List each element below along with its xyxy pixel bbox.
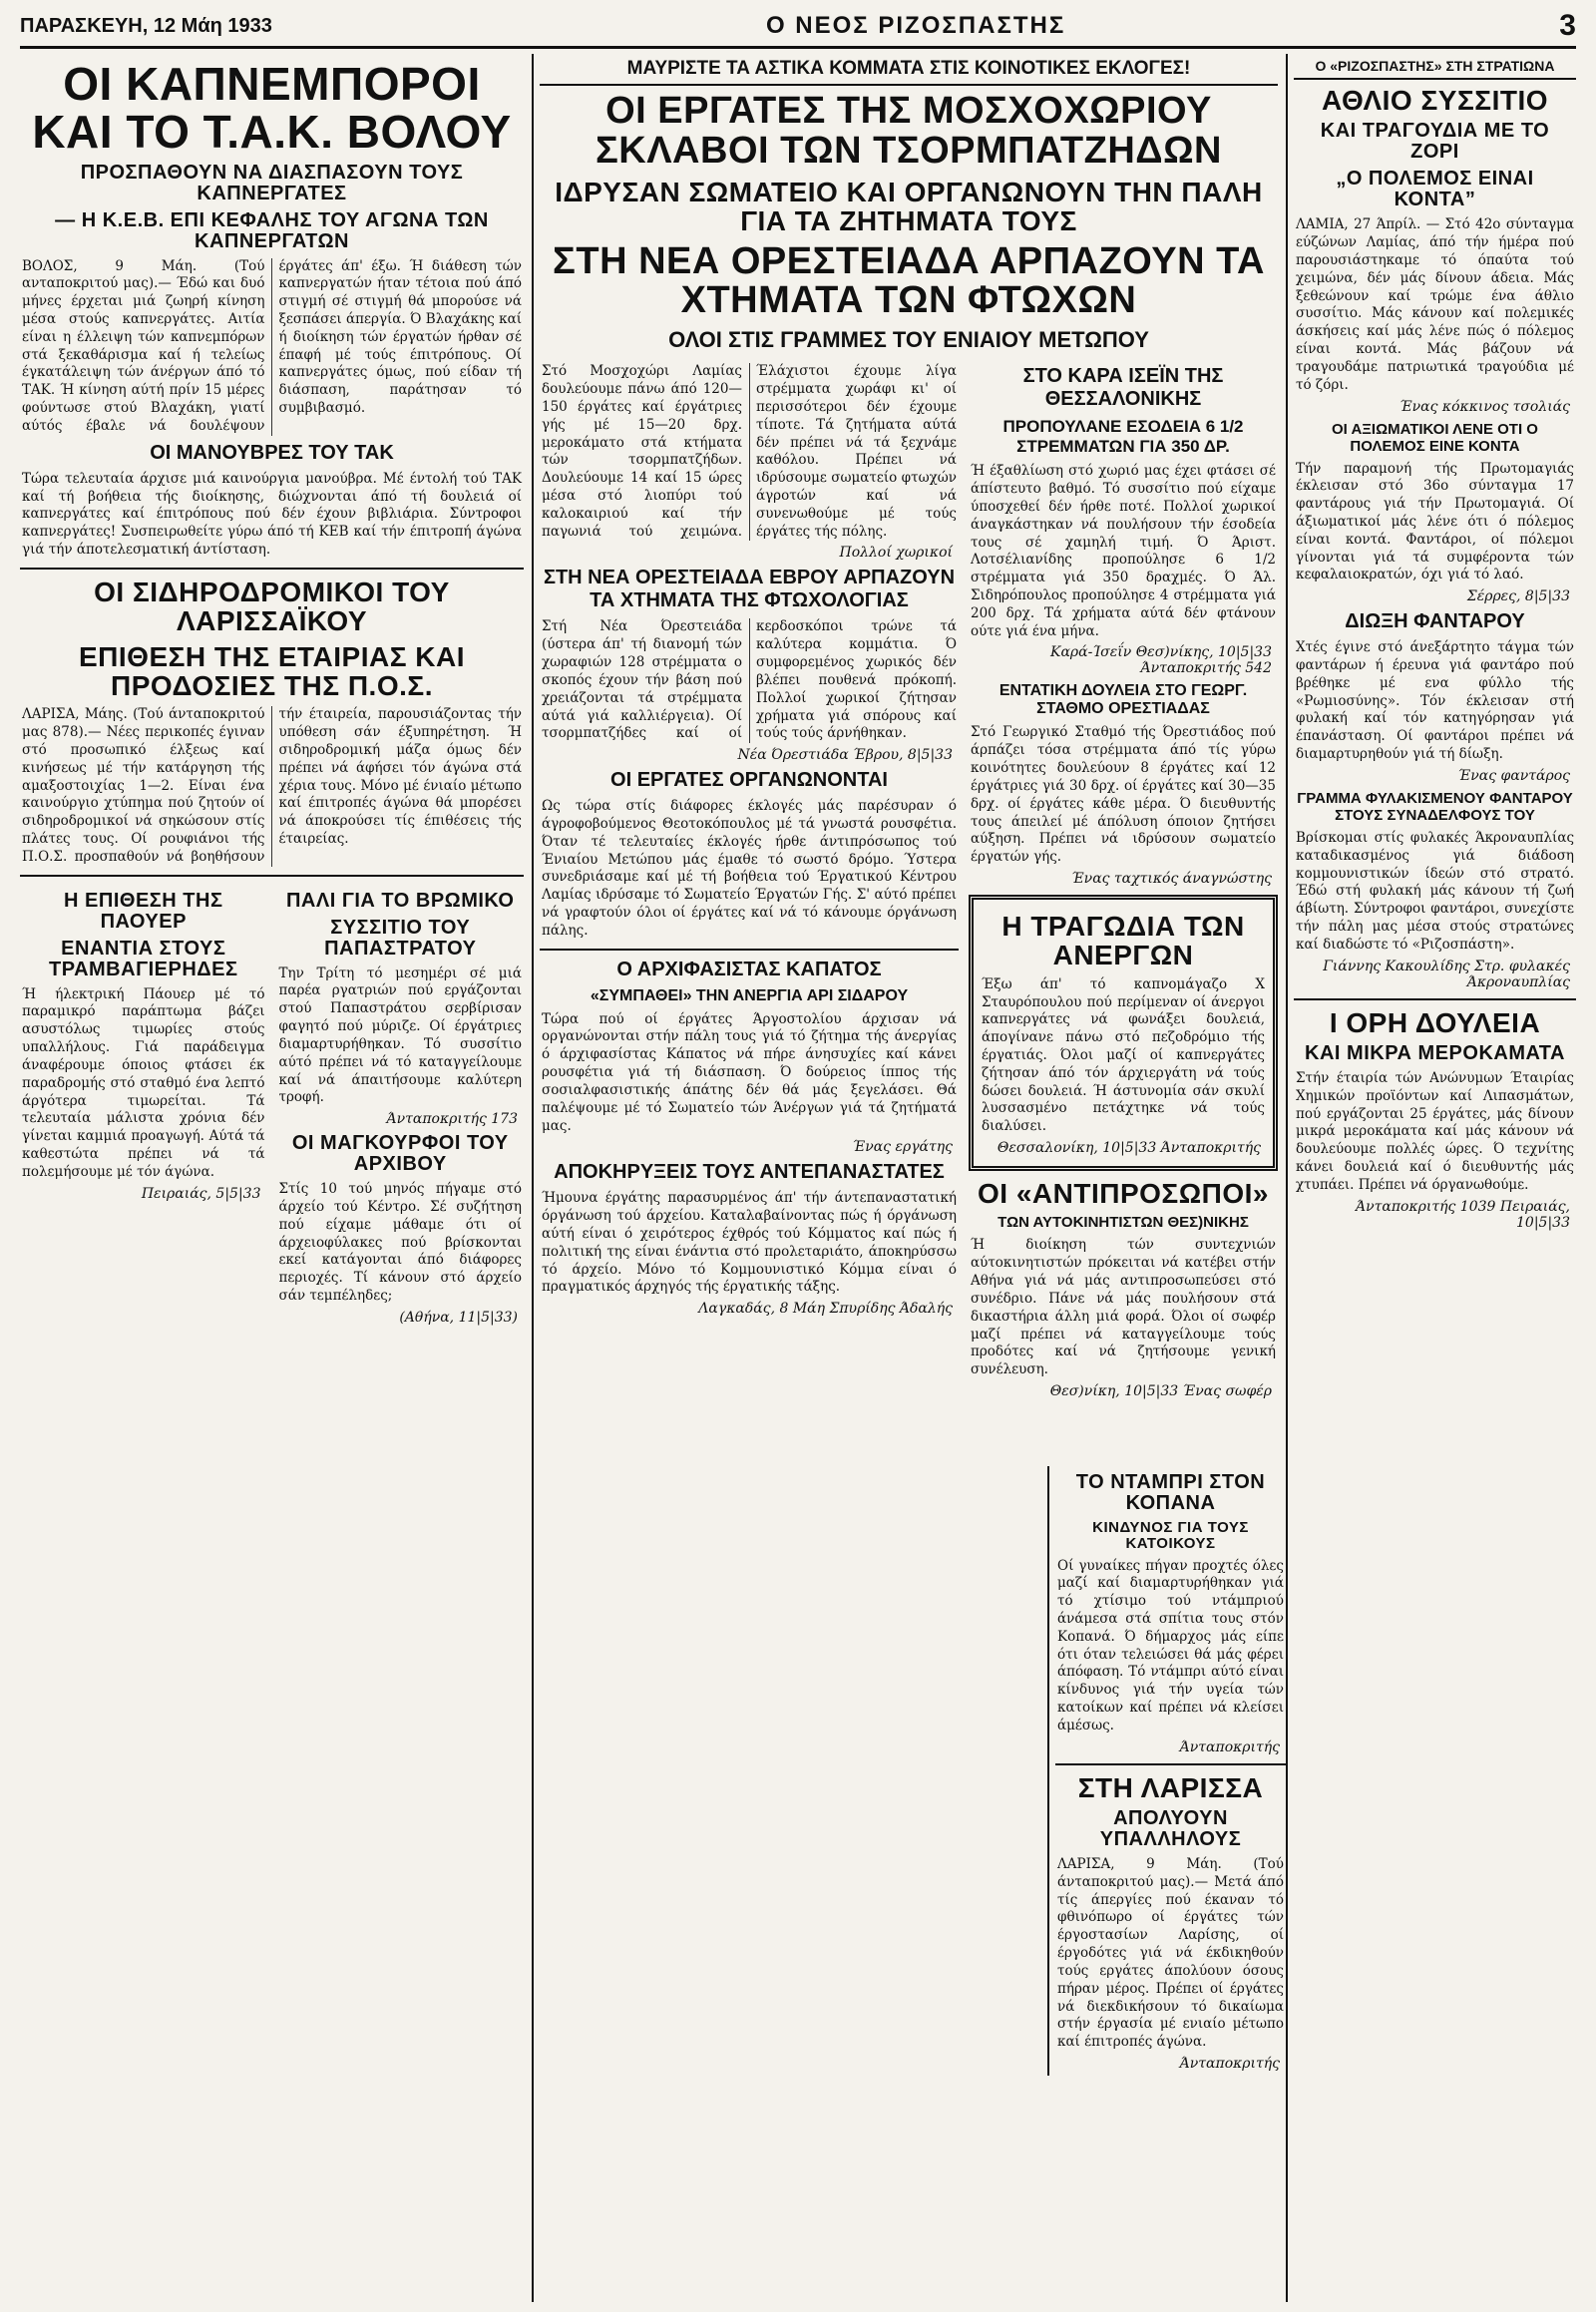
article-kara-isein-body: Ή έξαθλίωση στό χωριό μας έχει φτάσει σέ άπίστευτο βαθμό. Τό συσσίτιο πού είχαμε ύποσχεθεί δέν ήρθε ποτέ. Πολλοί χωρικοί άναγκάστηκαν νά πουλήσουν τήν έσοδεία τους σέ χαμηλή τιμή. Ό Άριστ. Λοτσέλιανίδης προπούλησε 6 1/2 στρέμματα γιά 350 δραχμές. Ό Άλ. Σιδηρόπουλος προπούλησε 4 στρέμματα γιά 200 δρχ. Τά χρήματα αύτά δέν φτάνουν ούτε γιά ένα μήνα. <box>971 463 1276 639</box>
section-orestiada: ΣΤΗ ΝΕΑ ΟΡΕΣΤΕΙΑΔΑ ΕΒΡΟΥ ΑΡΠΑΖΟΥΝ ΤΑ ΧΤΗΜΑΤΑ ΤΗΣ ΦΤΩΧΟΛΟΓΙΑΣ <box>543 567 956 612</box>
article-archeio-body: Στίς 10 τού μηνός πήγαμε στό άρχείο τού Κέντρο. Σέ συζήτηση πού είχαμε μάθαμε ότι οί άρχειοφύλακες πού βρίσκονται εκεί κατάγονται άπό διάφορες περιοχές. Τί κάνουν στό άρχείο σάν τεμπέληδες; <box>278 1181 522 1305</box>
headline-sidirodromikoi: ΟΙ ΣΙΔΗΡΟΔΡΟΜΙΚΟΙ ΤΟΥ ΛΑΡΙΣΣΑΪΚΟΥ <box>94 576 450 637</box>
section-kara-isein: ΣΤΟ ΚΑΡΑ ΙΣΕΪΝ ΤΗΣ ΘΕΣΣΑΛΟΝΙΚΗΣ <box>1022 365 1224 411</box>
article-axiomatikoi-body: Τήν παραμονή τής Πρωτομαγιάς έκλεισαν στό 36ο σύνταγμα 17 φαντάρους γιά τήν Πρωτομαγιά. Οί άξιωματικοί μάς λένε ότι ό πόλεμος είναι κοντά. Φαντάροι, οί πόλεμοι γίνονται γιά τά συμφέροντα τών κεφαλαιοκρατών, όχι γιά τό λαό. <box>1296 460 1574 583</box>
section-kara-isein-sub: ΠΡΟΠΟΥΛΑΝΕ ΕΣΟΔΕΙΑ 6 1/2 ΣΤΡΕΜΜΑΤΩΝ ΓΙΑ 350 ΔΡ. <box>1002 417 1244 457</box>
article-kara-isein-signature: Καρά-Ίσεΐν Θεσ)νίκης, 10|5|33 Άνταποκριτής 542 <box>1049 644 1272 677</box>
headline-archeio: ΟΙ ΜΑΓΚΟΥΡΦΟΙ ΤΟΥ ΑΡΧΙΒΟΥ <box>291 1132 509 1176</box>
article-pouer-body: Ή ήλεκτρική Πάουερ μέ τό παραμικρό παράπτωμα βάζει ασυστόλως τιμωρίες στούς υπαλλήλους. Γιά παράδειγμα άναφέρουμε όποιος φτάσει έκ παραδρομής στό σταθμό ένα λεπτό άργότερα τιμωρείται. Τά τελευταία μάλιστα χρόνια δέν γίνεται καμμιά προαγωγή. Αύτά τά καθεστώτα πρέπει νά τά πολεμήσουμε μέ τόν άγώνα. <box>22 985 265 1180</box>
subheadline-sidirodromikoi: ΕΠΙΘΕΣΗ ΤΗΣ ΕΤΑΙΡΙΑΣ ΚΑΙ ΠΡΟΔΟΣΙΕΣ ΤΗΣ Π.Ο.Σ. <box>78 640 466 701</box>
article-kapnemporoi-body: ΒΟΛΟΣ, 9 Μάη. (Τού ανταποκριτού μας).— Έδώ και δυό μήνες έρχεται μιά ζωηρή κίνηση μέσα στούς καπνεργάτες. Αιτία είναι η έλλειψη τών καπνεμπόρων στά ξεκαθάρισμα καί ή τελείως έγκατάλειψη τών άνέργων άπό τό ΤΑΚ. Ή κίνηση αύτή πρίν 15 μέρες φούντωσε στού Βλαχάκη, γιατί αύτός έβαλε νά δουλέψουν έργάτες άπ' έξω. Ή διάθεση τών καπνεργατών ήταν τέτοια πού άπό στιγμή σέ στιγμή θά μπορούσε νά ξεσπάσει άπεργία. Ό Βλαχάκης καί ή διοίκηση τών έργατών ήρθαν σέ έπαφή μέ τούς έπιτρόπους. Οί καπνεργάτες όμως, πού είδαν τή διάσπαση, παράτησαν τό συμβιβασμό. <box>22 257 522 434</box>
article-geo-stathmos-body: Στό Γεωργικό Σταθμό τής Όρεστιάδος πού άρπάζει τόσα στρέμματα άπό τίς γύρω κοινότητες δουλεύουν 8 έργάτες καί 12 έργάτριες γιά 30 δρχ. οί έργάτες καί 30—35 δρχ. οί έργάτες κάθε μέρα. Ό διευθυντής τους άπειλεί μέ άπόλυση όποιον ζητήσει αύξηση. Πρέπει νά ιδρύσουν σωματείο έργατών γής. <box>971 724 1276 866</box>
section-axiomatikoi: ΟΙ ΑΞΙΩΜΑΤΙΚΟΙ ΛΕΝΕ ΟΤΙ Ο ΠΟΛΕΜΟΣ ΕΙΝΕ ΚΟΝΤΑ <box>1332 420 1538 455</box>
divider <box>540 949 959 951</box>
section-apokirixeis: ΑΠΟΚΗΡΥΞΕΙΣ ΤΟΥΣ ΑΝΤΕΠΑΝΑΣΤΑΤΕΣ <box>554 1161 945 1184</box>
divider <box>20 568 524 570</box>
lower-articles <box>20 885 524 1330</box>
subheadline-ntampri: ΚΙΝΔΥΝΟΣ ΓΙΑ ΤΟΥΣ ΚΑΤΟΙΚΟΥΣ <box>1092 1519 1249 1552</box>
article-archeio-signature: (Αθήνα, 11|5|33) <box>399 1309 518 1326</box>
article-papastratos <box>277 885 525 1330</box>
article-antiprosopoi-body: Ή διοίκηση τών συντεχνιών αύτοκινητιστών πρόκειται νά κατέβει στήν Αθήνα γιά νά μάς αντιπροσωπεύσει στό συνέδριο. Πάνε νά μάς πουλήσουν στά δικαστήρια άλλη μιά φορά. Όλοι οί σωφέρ μαζί πρέπει νά καταγγείλουμε τούς προδότες καί νά ζητήσουμε γενική συνέλευση. <box>971 1237 1276 1378</box>
headline-larissa: ΣΤΗ ΛΑΡΙΣΣΑ <box>1077 1771 1264 1803</box>
article-tragodia-signature: Θεσσαλονίκη, 10|5|33 Άνταποκριτής <box>997 1140 1261 1157</box>
subheadline-pouer: ΕΝΑΝΤΙΑ ΣΤΟΥΣ ΤΡΑΜΒΑΓΙΕΡΗΔΕΣ <box>49 937 238 980</box>
column-rule <box>532 54 534 2302</box>
divider <box>1294 998 1576 1000</box>
section-dioxi: ΔΙΩΞΗ ΦΑΝΤΑΡΟΥ <box>1345 610 1525 633</box>
section-manouvres: ΟΙ ΜΑΝΟΥΒΡΕΣ ΤΟΥ ΤΑΚ <box>150 441 394 464</box>
column-4 <box>1294 54 1576 2302</box>
headline-syssitio: ΑΘΛΙΟ ΣΥΣΣΙΤΙΟ <box>1321 85 1549 116</box>
box-tragodia <box>969 895 1278 1171</box>
subheadline-tragoudia: ΚΑΙ ΤΡΑΓΟΥΔΙΑ ΜΕ ΤΟ ΖΟΡΙ <box>1320 120 1550 164</box>
subheadline-papastratos: ΣΥΣΣΙΤΙΟ ΤΟΥ ΠΑΠΑΣΤΡΑΤΟΥ <box>324 916 477 960</box>
kicker-elections: ΜΑΥΡΙΣΤΕ ΤΑ ΑΣΤΙΚΑ ΚΟΜΜΑΤΑ ΣΤΙΣ ΚΟΙΝΟΤΙΚΕΣ ΕΚΛΟΓΕΣ! <box>540 54 1278 86</box>
divider <box>20 875 524 877</box>
article-douleia-body: Στήν έταιρία τών Ανώνυμων Έταιρίας Χημικών προϊόντων καί Λιπασμάτων, πού εργάζονται 25 έργάτες, μάς δίνουν μικρά μεροκάματα καί μάς κάνουν νά δουλεύουμε πολλές ώρες. Ό τεχνίτης κάνει δουλειά καί ό διευθυντής μάς χτυπάει. Πρέπει νά όργανωθούμε. <box>1296 1069 1574 1193</box>
article-organonontai-body: Ως τώρα στίς διάφορες έκλογές μάς παρέσυραν ό άγροφοβούμενος Θεοτοκόπουλος μέ τά γνωστά ρουσφέτια. Όταν τέ τελευταίες έκλογές ήρθε άντιπρόσωπος τού Ένιαίου Μετώπου μάς έμαθε τό σωστό δρόμο. Ύστερα συνεδριάσαμε καί μέ τή βοήθεια τού Έργατικού Κέντρου Λαμίας ιδρύσαμε τό Σωματείο Έργατών Γής. Σ' αύτό πρέπει νά γραφτούν όλοι οί έργάτες καί νά τό κάνουμε όργάνωση πάλης. <box>542 798 957 939</box>
main-right <box>969 359 1278 1403</box>
article-papastratos-signature: Άνταποκριτής 173 <box>386 1111 518 1128</box>
article-axiomatikoi-signature: Σέρρες, 8|5|33 <box>1466 588 1570 605</box>
subheadline-merokamata: ΚΑΙ ΜΙΚΡΑ ΜΕΡΟΚΑΜΑΤΑ <box>1305 1041 1565 1064</box>
article-geo-stathmos-signature: Ένας ταχτικός άναγνώστης <box>1071 870 1272 887</box>
section-gramma: ΓΡΑΜΜΑ ΦΥΛΑΚΙΣΜΕΝΟΥ ΦΑΝΤΑΡΟΥ ΣΤΟΥΣ ΣΥΝΑΔΕΛΦΟΥΣ ΤΟΥ <box>1297 789 1573 824</box>
article-papastratos-body: Την Τρίτη τό μεσημέρι σέ μιά παρέα ργατριών πού εργάζονται στού Παπαστράτου σερβίρισαν φαγητό πού μύριζε. Οί έργάτριες διαμαρτυρήθηκαν. Τό συσσίτιο αύτό πρέπει νά τό καταγγείλουμε καί νά άπαιτήσουμε καλύτερη τροφή. <box>278 964 522 1106</box>
main-left <box>540 359 959 1403</box>
masthead <box>20 6 1576 49</box>
article-antiprosopoi-signature: Θεσ)νίκη, 10|5|33 Ένας σωφέρ <box>1049 1382 1272 1399</box>
article-larissa-body: ΛΑΡΙΣΑ, 9 Μάη. (Τού άνταποκριτού μας).— Μετά άπό τίς άπεργίες πού έκαναν τό φθινόπωρο οί έργάτες τών έργοστασίων Λαρίσης, οί έργοδότες γιά νά έκδικηθούν τούς εργάτες άπολύουν όσους πήραν μέρος. Πρέπει οί έργάτες νά διεκδικήσουν τό δικαίωμα στήν έργασία μέ ενιαίο μέτωπο καί έπιτροπές άγώνα. <box>1057 1856 1284 2051</box>
subheadline-polemos: „Ο ΠΟΛΕΜΟΣ ΕΙΝΑΙ ΚΟΝΤΑ” <box>1336 168 1534 211</box>
article-kapatos-signature: Ένας εργάτης <box>852 1139 953 1156</box>
main-article-area <box>540 359 1278 1403</box>
article-larissa-signature: Άνταποκριτής <box>1179 2055 1280 2072</box>
column-rule <box>1286 54 1288 2302</box>
article-gramma-signature: Γιάννης Κακουλίδης Στρ. φυλακές Άκροναυπλίας <box>1323 958 1570 990</box>
subheadline-apolyoun: ΑΠΟΛΥΟΥΝ ΥΠΑΛΛΗΛΟΥΣ <box>1099 1807 1242 1851</box>
column-1 <box>20 54 524 2302</box>
article-douleia-signature: Άνταποκριτής 1039 Πειραιάς, 10|5|33 <box>1356 1198 1570 1231</box>
headline-douleia: Ι ΟΡΗ ΔΟΥΛΕΙΑ <box>1329 1006 1541 1038</box>
subheadline-antiprosopoi: ΤΩΝ ΑΥΤΟΚΙΝΗΤΙΣΤΩΝ ΘΕΣ)ΝΙΚΗΣ <box>998 1214 1249 1232</box>
headline-papastratos: ΠΑΛΙ ΓΙΑ ΤΟ ΒΡΩΜΙΚΟ <box>285 889 515 912</box>
newspaper-title: Ο ΝΕΟΣ ΡΙΖΟΣΠΑΣΤΗΣ <box>765 12 1066 39</box>
article-dioxi-body: Χτές έγινε στό άνεξάρτητο τάγμα τών φαντάρων ή έρευνα γιά φαντάρο πού βρέθηκε μέ ενα φύλλο τής «Ρωμιοσύνης». Τόν έκλεισαν στή φυλακή καί τόν κατηγόρησαν γιά έπανάσταση. Οί φαντάροι πρέπει νά διαμαρτυρηθούν γιά τή δίωξη. <box>1296 639 1574 763</box>
section-kapatos-sub: «ΣΥΜΠΑΘΕΙ» ΤΗΝ ΑΝΕΡΓΙΑ ΑΡΙ ΣΙΔΑΡΟΥ <box>590 986 909 1004</box>
article-orestiada-signature: Νέα Όρεστιάδα Έβρου, 8|5|33 <box>737 747 953 764</box>
article-pouer-signature: Πειραιάς, 5|5|33 <box>141 1185 261 1202</box>
article-sidirodromikoi-body: ΛΑΡΙΣΑ, Μάης. (Τού άνταποκριτού μας 878).— Νέες περικοπές έγιναν στό προσωπικό έλξεως καί κινήσεως μέ τήν κατάργηση τής αμαξοστοιχίας 1—2. Είναι ένα καινούργιο χτύπημα πού ζητούν οί σιδηροδρομικοί νά σηκώσουν στίς πλάτες τους. Οί ρουφιάνοι τής Π.Ο.Σ. προσπαθούν νά βοηθήσουν τήν έταιρεία, παρουσιάζοντας τήν υπόθεση σάν έξυπηρέτηση. Ή σιδηροδρομική μάζα όμως δέν πρέπει νά άφήσει τόν άγώνα στά χέρια τους. Μόνο μέ ένιαίο μέτωπο καί έπιτροπές άγώνα θά μπορέσει νά άποκρούσει τίς έπιθέσεις τής έταιρείας. <box>22 706 522 865</box>
section-geo-stathmos: ΕΝΤΑΤΙΚΗ ΔΟΥΛΕΙΑ ΣΤΟ ΓΕΩΡΓ. ΣΤΑΘΜΟ ΟΡΕΣΤΙΑΔΑΣ <box>998 682 1248 718</box>
article-syssitio-body: ΛΑΜΙΑ, 27 Άπρίλ. — Στό 42ο σύνταγμα εύζώνων Λαμίας, άπό τήν ήμέρα πού παρουσιάστηκαμε τό όπαύτα τού χειμώνα, δέν μάς δίνουν άδεια. Μάς ξεθεώνουν καί τρώμε ένα άθλιο συσσίτιο. Μάς κάνουν καί πολεμικές άσκήσεις καί μάς λένε πώς ό πόλεμος είναι κοντά. Μάς βάζουν νά τραγουδάμε πατριωτικά τραγούδια μέ τό ζόρι. <box>1296 216 1574 393</box>
headline-moschochori: ΟΙ ΕΡΓΑΤΕΣ ΤΗΣ ΜΟΣΧΟΧΩΡΙΟΥ ΣΚΛΑΒΟΙ ΤΩΝ ΤΣΟΡΜΠΑΤΖΗΔΩΝ <box>595 90 1223 172</box>
section-organonontai: ΟΙ ΕΡΓΑΤΕΣ ΟΡΓΑΝΩΝΟΝΤΑΙ <box>610 769 888 792</box>
subheadline-metopo: ΟΛΟΙ ΣΤΙΣ ΓΡΑΜΜΕΣ ΤΟΥ ΕΝΙΑΙΟΥ ΜΕΤΩΠΟΥ <box>668 327 1149 353</box>
article-dioxi-signature: Ένας φαντάρος <box>1457 767 1570 784</box>
article-moschochori-body: Στό Μοσχοχώρι Λαμίας δουλεύουμε πάνω άπό 120—150 έργάτες καί έργάτριες γής μέ 15—20 δρχ. μεροκάματο στά κτήματα τών τσορμπατζήδων. Δουλεύουμε 14 καί 15 ώρες μέσα στό λιοπύρι τού καλοκαιριού καί τήν παγωνιά τού χειμώνα. Έλάχιστοι έχουμε λίγα στρέμματα χωράφι κι' οί περισσότεροι δέν έχουμε τίποτε. Τά ζητήματα αύτά δέν πρέπει νά τά ξεχνάμε καθόλου. Πρέπει νά ιδρύσουμε σωματείο φτωχών άγροτών καί νά συνενωθούμε μέ τούς έργάτες τής πόλης. <box>542 363 957 540</box>
article-kapatos-body: Τώρα πού οί έργάτες Άργοστολίου άρχισαν νά οργανώνονται στήν πάλη τους γιά τό ζήτημα τής άνεργίας ό άρχιφασίστας Κάπατος νά πήρε άνησυχίες καί κάνει ρουσφέτια γιά τή διάσπαση. Ό δούρειος ίππος τής σοσιαλφασιστικής άπάτης δέν θά μάς ξεγελάσει. Θά παλέψουμε μέ τό Σωματείο τών Άνέργων γιά τά ζητήματά μας. <box>542 1010 957 1134</box>
subheadline-kapnemporoi: ΠΡΟΣΠΑΘΟΥΝ ΝΑ ΔΙΑΣΠΑΣΟΥΝ ΤΟΥΣ ΚΑΠΝΕΡΓΑΤΕΣ <box>80 161 464 204</box>
subheadline-orestiada: ΣΤΗ ΝΕΑ ΟΡΕΣΤΕΙΑΔΑ ΑΡΠΑΖΟΥΝ ΤΑ ΧΤΗΜΑΤΑ ΤΩΝ ΦΤΩΧΩΝ <box>553 239 1265 322</box>
headline-kapnemporoi: ΟΙ ΚΑΠΝΕΜΠΟΡΟΙ ΚΑΙ ΤΟ Τ.Α.Κ. ΒΟΛΟΥ <box>32 58 512 159</box>
divider <box>1055 1763 1286 1765</box>
column-3 <box>1047 1466 1286 2076</box>
headline-antiprosopoi: ΟΙ «ΑΝΤΙΠΡΟΣΩΠΟΙ» <box>977 1178 1269 1210</box>
article-manouvres-body: Τώρα τελευταία άρχισε μιά καινούργια μανούβρα. Μέ έντολή τού ΤΑΚ καί τή βοήθεια τής διοίκησης, διώχνονται άπό τή δουλειά οί καπνεργάτες καί έπιτρόπους πού δέν έχουν βιβλιάρια. Σύντροφοι καπνεργάτες! Συσπειρωθείτε γύρω άπό τή ΚΕΒ καί τήν έπιτροπή άγώνα γιά τήν άποτελεσματική άντίσταση. <box>22 470 522 558</box>
article-apokirixeis-body: Ήμουνα έργάτης παρασυρμένος άπ' τήν άντεπαναστατική όργάνωση τού άρχείου. Καταλαβαίνοντας πώς ή όργάνωση αύτή είναι ό χειρότερος έχθρός τού Κόμματος καί πώς ή πολιτική της είναι ένάντια στό προλεταριάτο, άποκηρύσσω τό άρχείο. Μόνο τό Κομμουνιστικό Κόμμα είναι ό πραγματικός άρχηγός τής έργατικής τάξης. <box>542 1190 957 1296</box>
page-number: 3 <box>1559 9 1576 42</box>
headline-ntampri: ΤΟ ΝΤΑΜΠΡΙ ΣΤΟΝ ΚΟΠΑΝΑ <box>1075 1471 1266 1514</box>
issue-date: ΠΑΡΑΣΚΕΥΗ, 12 Μάη 1933 <box>20 14 272 37</box>
article-syssitio-signature: Ένας κόκκινος τσολιάς <box>1399 398 1570 415</box>
article-ntampri-signature: Άνταποκριτής <box>1179 1738 1280 1755</box>
article-pouer <box>20 885 267 1330</box>
article-tragodia-body: Έξω άπ' τό καπνομάγαζο Χ Σταυρόπουλου πού περίμεναν οί άνεργοι καπνεργάτες νά φωνάξει δουλειά, άπογίνανε πάνω στό πεζοδρόμιο τής έργατιάς. Όλοι μαζί οί καπνεργάτες ζήτησαν άπό τόν άρχιεργάτη νά τούς δώσει δουλειά. Ή άστυνομία σάν σκυλί λυσσασμένο πετάχτηκε νά τούς διαλύσει. <box>982 975 1265 1135</box>
article-gramma-body: Βρίσκομαι στίς φυλακές Άκροναυπλίας καταδικασμένος γιά διάδοση κομμουνιστικών ίδεών στό στρατό. Έδώ στή φυλακή μάς κάνουν τή ζωή άβίωτη. Σύντροφοι φαντάροι, συνεχίστε τήν πάλη μας μέσα στούς στρατώνες καί διαδώστε τό «Ριζοσπάστη». <box>1296 829 1574 953</box>
subheadline-somateio: ΙΔΡΥΣΑΝ ΣΩΜΑΤΕΙΟ ΚΑΙ ΟΡΓΑΝΩΝΟΥΝ ΤΗΝ ΠΑΛΗ ΓΙΑ ΤΑ ΖΗΤΗΜΑΤΑ ΤΟΥΣ <box>555 176 1263 237</box>
subheadline-keb: — Η Κ.Ε.Β. ΕΠΙ ΚΕΦΑΛΗΣ ΤΟΥ ΑΓΩΝΑ ΤΩΝ ΚΑΠΝΕΡΓΑΤΩΝ <box>55 208 489 252</box>
headline-pouer: Η ΕΠΙΘΕΣΗ ΤΗΣ ΠΑΟΥΕΡ <box>64 889 223 933</box>
headline-tragodia: Η ΤΡΑΓΩΔΙΑ ΤΩΝ ΑΝΕΡΓΩΝ <box>1001 910 1245 971</box>
article-ntampri-body: Οί γυναίκες πήγαν προχτές όλες μαζί καί διαμαρτυρήθηκαν γιά τό χτίσιμο τού ντάμπριού άνάμεσα στά σπίτια τους στόν Κοπανά. Ό δήμαρχος μάς είπε ότι όταν τελειώσει θά μάς φέρει άπόφαση. Τό ντάμπρι αύτό είναι κίνδυνος γιά τήν υγεία τών κατοίκων καί πρέπει νά κλείσει άμέσως. <box>1057 1557 1284 1734</box>
kicker-stratos: Ο «ΡΙΖΟΣΠΑΣΤΗΣ» ΣΤΗ ΣΤΡΑΤΙΩΝΑ <box>1294 54 1576 80</box>
article-apokirixeis-signature: Λαγκαδάς, 8 Μάη Σπυρίδης Άδαλής <box>698 1301 953 1318</box>
article-orestiada-body: Στή Νέα Όρεστειάδα (ύστερα άπ' τή διανομή τών χωραφιών 128 στρέμματα ο σκοπός έχουν τήν βάση πού χρειάζονται τά στρέμματα αύτά γιά καλλιέργεια). Οί τσορμπατζήδες καί οί κερδοσκόποι τρώνε τά καλύτερα κομμάτια. Ό συμφορεμένος χωρικός δέν βλέπει πουθενά πρόκοπή. Πολλοί χωρικοί ζήτησαν χρήματα γιά σπόρους καί τούς τούς άρνήθηκαν. <box>542 618 957 742</box>
section-kapatos: Ο ΑΡΧΙΦΑΣΙΣΤΑΣ ΚΑΠΑΤΟΣ <box>616 958 882 980</box>
article-moschochori-signature: Πολλοί χωρικοί <box>839 545 953 562</box>
